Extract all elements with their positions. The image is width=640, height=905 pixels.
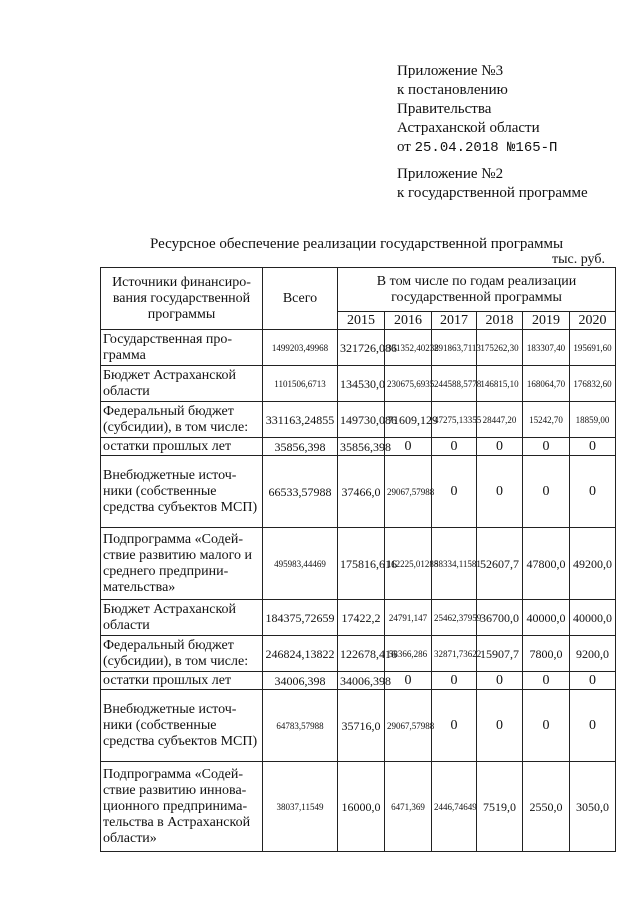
cell-2018: 15907,7 [477,636,523,672]
cell-2016: 230675,6935 [385,366,432,402]
unit-label: тыс. руб. [552,252,605,267]
cell-2017: 0 [432,456,477,528]
cell-2019: 40000,0 [523,600,570,636]
appendix-2-line2: к государственной программе [397,185,588,201]
header-year-2018: 2018 [477,312,523,330]
cell-2018: 146815,10 [477,366,523,402]
header-year-2017: 2017 [432,312,477,330]
cell-2020: 0 [570,438,616,456]
table-row [101,690,616,762]
cell-2019: 0 [523,672,570,690]
cell-2020: 49200,0 [570,528,616,600]
row-source: Федеральный бюджет (субсидии), в том числе: [101,636,263,672]
cell-2018: 36700,0 [477,600,523,636]
appendix-2-label: Приложение №2 [397,166,504,182]
row-source: Государственная про-грамма [101,330,263,366]
cell-2015: 16000,0 [338,762,385,852]
cell-2018: 0 [477,690,523,762]
cell-2019: 7800,0 [523,636,570,672]
row-source: Бюджет Астраханской области [101,366,263,402]
cell-2017: 291863,7113 [432,330,477,366]
appendix-3-line4: Астраханской области [397,120,540,136]
cell-total: 184375,72659 [263,600,338,636]
cell-2019: 0 [523,438,570,456]
cell-2016: 0 [385,672,432,690]
table-row [101,636,616,672]
appendix-3-label: Приложение №3 [397,63,504,79]
cell-total: 495983,44469 [263,528,338,600]
appendix-3-block [397,62,637,158]
cell-total: 34006,398 [263,672,338,690]
cell-2019: 2550,0 [523,762,570,852]
row-source: Федеральный бюджет (субсидии), в том числе: [101,402,263,438]
cell-total: 1499203,49968 [263,330,338,366]
appendix-3-date-line [397,138,637,158]
cell-2019: 0 [523,456,570,528]
row-source: Внебюджетные источ-ники (собственные средства субъектов МСП) [101,456,263,528]
cell-2019: 15242,70 [523,402,570,438]
cell-2020: 0 [570,672,616,690]
cell-2018: 175262,30 [477,330,523,366]
row-source: Внебюджетные источ-ники (собственные средства субъектов МСП) [101,690,263,762]
appendix-3-line2: к постановлению [397,82,508,98]
table-row [101,456,616,528]
cell-2015: 37466,0 [338,456,385,528]
cell-2018: 0 [477,456,523,528]
cell-2019: 0 [523,690,570,762]
cell-2015: 35856,398 [338,438,385,456]
cell-2018: 0 [477,672,523,690]
cell-2017: 47275,13355 [432,402,477,438]
header-year-2015: 2015 [338,312,385,330]
cell-2015: 34006,398 [338,672,385,690]
cell-2015: 149730,086 [338,402,385,438]
table-row [101,528,616,600]
cell-2015: 321726,086 [338,330,385,366]
cell-total: 38037,11549 [263,762,338,852]
cell-2016: 24791,147 [385,600,432,636]
cell-2016: 29067,57988 [385,690,432,762]
cell-2015: 175816,616 [338,528,385,600]
cell-2020: 0 [570,690,616,762]
table-row [101,672,616,690]
cell-2016: 6471,369 [385,762,432,852]
cell-2016: 112225,01288 [385,528,432,600]
row-source: Подпрограмма «Содей-ствие развитию малого и среднего предприни-мательства» [101,528,263,600]
cell-2017: 244588,5778 [432,366,477,402]
cell-2020: 176832,60 [570,366,616,402]
cell-2018: 7519,0 [477,762,523,852]
appendix-3-line3: Правительства [397,101,492,117]
cell-2017: 2446,74649 [432,762,477,852]
table-row [101,762,616,852]
table-row [101,366,616,402]
cell-2017: 58334,11581 [432,528,477,600]
header-source: Источники финансиро-вания государственной программы [101,268,263,330]
document-title: Ресурсное обеспечение реализации государственной программы [150,236,564,252]
cell-2018: 28447,20 [477,402,523,438]
cell-total: 64783,57988 [263,690,338,762]
header-year-2019: 2019 [523,312,570,330]
cell-2015: 134530,0 [338,366,385,402]
cell-total: 35856,398 [263,438,338,456]
cell-2020: 0 [570,456,616,528]
cell-2020: 195691,60 [570,330,616,366]
table-row [101,438,616,456]
header-year-2020: 2020 [570,312,616,330]
cell-2020: 3050,0 [570,762,616,852]
cell-2016: 0 [385,438,432,456]
cell-2017: 0 [432,672,477,690]
cell-2018: 52607,7 [477,528,523,600]
cell-2020: 9200,0 [570,636,616,672]
cell-2019: 168064,70 [523,366,570,402]
cell-2018: 0 [477,438,523,456]
cell-2016: 29067,57988 [385,456,432,528]
row-source: остатки прошлых лет [101,438,263,456]
cell-2015: 122678,416 [338,636,385,672]
appendix-3-date-number: 25.04.2018 №165-П [414,140,558,156]
cell-2017: 25462,37959 [432,600,477,636]
header-year-2016: 2016 [385,312,432,330]
cell-2015: 35716,0 [338,690,385,762]
cell-2017: 0 [432,438,477,456]
cell-2017: 32871,73622 [432,636,477,672]
table-row [101,402,616,438]
table-row [101,600,616,636]
cell-total: 246824,13822 [263,636,338,672]
cell-2015: 17422,2 [338,600,385,636]
cell-total: 66533,57988 [263,456,338,528]
cell-2016: 71609,129 [385,402,432,438]
header-total: Всего [263,268,338,330]
table-header-row [101,268,616,312]
row-source: Подпрограмма «Содей-ствие развитию иннова-ционного предпринима-тельства в Астраханской области» [101,762,263,852]
table-row [101,330,616,366]
cell-2020: 40000,0 [570,600,616,636]
row-source: Бюджет Астраханской области [101,600,263,636]
cell-2016: 331352,40238 [385,330,432,366]
cell-2019: 183307,40 [523,330,570,366]
cell-2016: 58366,286 [385,636,432,672]
appendix-3-date-prefix: от [397,139,415,155]
cell-2019: 47800,0 [523,528,570,600]
resource-table [100,267,616,852]
header-years-group: В том числе по годам реализации государственной программы [338,268,616,312]
appendix-2-block [397,165,637,203]
cell-total: 331163,24855 [263,402,338,438]
cell-2017: 0 [432,690,477,762]
cell-total: 1101506,6713 [263,366,338,402]
cell-2020: 18859,00 [570,402,616,438]
row-source: остатки прошлых лет [101,672,263,690]
